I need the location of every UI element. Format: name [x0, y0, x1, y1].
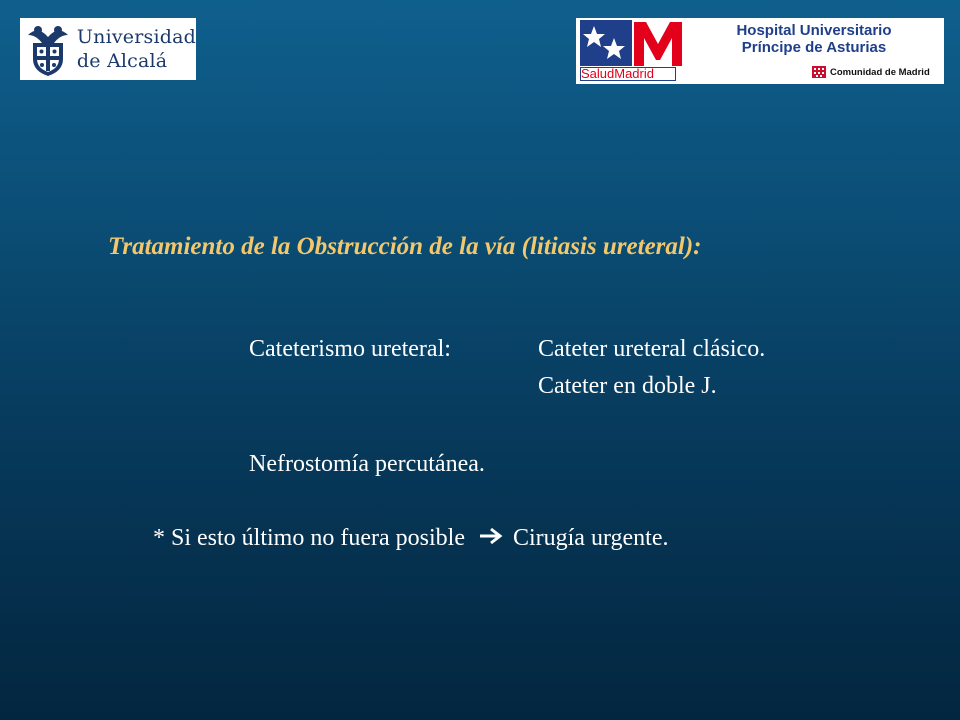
- university-name-line2: de Alcalá: [76, 50, 168, 72]
- hospital-name-line1: Hospital Universitario: [736, 22, 892, 39]
- cateterismo-label: Cateterismo ureteral:: [249, 336, 451, 362]
- hospital-name-line2: Príncipe de Asturias: [741, 39, 887, 56]
- comunidad-madrid-flag-icon: [812, 66, 826, 78]
- nefrostomia-item: Nefrostomía percutánea.: [249, 451, 485, 477]
- university-name-line1: Universidad: [76, 26, 196, 48]
- surgery-note-outcome: Cirugía urgente.: [512, 525, 669, 551]
- salud-madrid-mark-icon: [580, 20, 700, 68]
- slide-title: Tratamiento de la Obstrucción de la vía (litiasis ureteral):: [108, 233, 702, 260]
- comunidad-madrid-badge: [812, 66, 930, 78]
- university-name: [77, 25, 196, 73]
- hospital-logo: [576, 18, 944, 84]
- comunidad-madrid-label: Comunidad de Madrid: [830, 66, 930, 78]
- surgery-note-condition: * Si esto último no fuera posible: [153, 525, 465, 551]
- hospital-name: [714, 22, 914, 56]
- salud-madrid-wordmark: SaludMadrid: [581, 66, 654, 81]
- surgery-note: [153, 523, 669, 553]
- university-crest-icon: [24, 20, 73, 78]
- university-logo: [20, 18, 196, 80]
- cateterismo-option: Cateter en doble J.: [538, 373, 717, 399]
- arrow-right-icon: [479, 523, 503, 553]
- cateterismo-option: Cateter ureteral clásico.: [538, 336, 766, 362]
